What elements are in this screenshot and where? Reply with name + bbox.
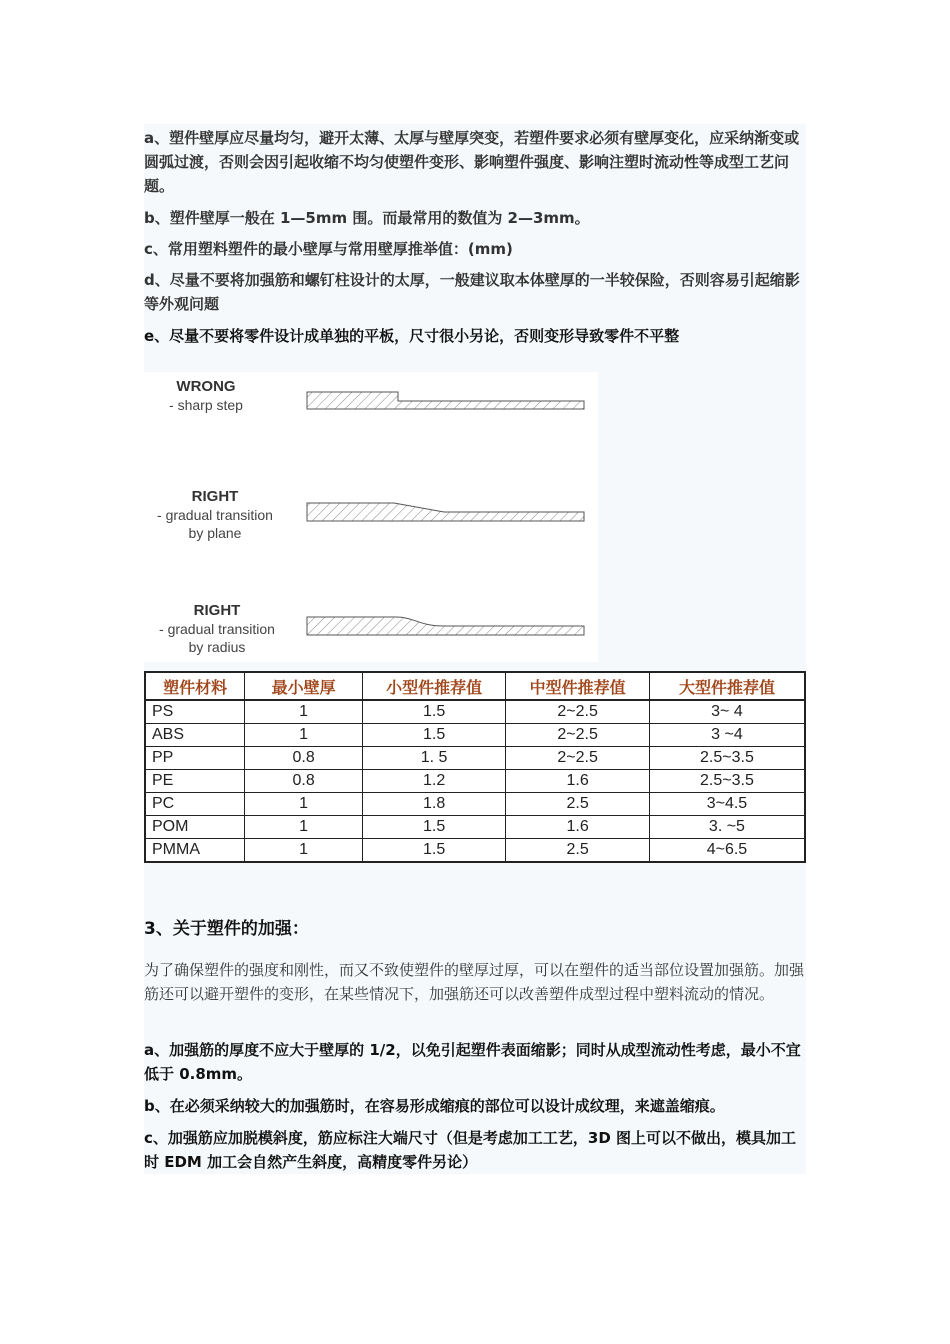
section-3-heading: 3、关于塑件的加强： <box>144 919 309 939</box>
header-medium-part: 中型件推荐值 <box>506 672 650 700</box>
cell-large: 4~6.5 <box>649 839 805 863</box>
sharp-step-profile <box>307 392 584 409</box>
para-d: d、尽量不要将加强筋和螺钉柱设计的太厚，一般建议取本体壁厚的一半较保险，否则容易引起缩影等外观问题 <box>144 271 800 313</box>
cell-min: 1 <box>245 700 363 724</box>
table-row <box>145 724 805 747</box>
cell-min: 1 <box>245 839 363 863</box>
cell-medium: 2~2.5 <box>506 700 650 724</box>
right-plane-desc1: - gradual transition <box>157 507 273 523</box>
cell-large: 3~4.5 <box>649 793 805 816</box>
cell-small: 1.8 <box>362 793 505 816</box>
cell-min: 0.8 <box>245 770 363 793</box>
cell-medium: 2.5 <box>506 839 650 863</box>
cell-medium: 2~2.5 <box>506 724 650 747</box>
section-3-para-b: b、在必须采纳较大的加强筋时，在容易形成缩痕的部位可以设计成纹理，来遮盖缩痕。 <box>144 1097 725 1115</box>
document-content <box>144 124 806 1174</box>
cell-min: 1 <box>245 816 363 839</box>
cell-material: PMMA <box>145 839 245 863</box>
cell-small: 1.5 <box>362 816 505 839</box>
right-radius-desc1: - gradual transition <box>159 621 275 637</box>
table-row <box>145 816 805 839</box>
section-3-para-c: c、加强筋应加脱模斜度，筋应标注大端尺寸（但是考虑加工工艺，3D 图上可以不做出，模具加工时 EDM 加工会自然产生斜度，高精度零件另论） <box>144 1129 797 1171</box>
table-row <box>145 700 805 724</box>
table-header-row <box>145 672 805 700</box>
right-radius-desc2: by radius <box>188 639 246 655</box>
cell-medium: 2~2.5 <box>506 747 650 770</box>
cell-material: PP <box>145 747 245 770</box>
section-3-para-a: a、加强筋的厚度不应大于壁厚的 1/2，以免引起塑件表面缩影；同时从成型流动性考虑，最小不宜低于 0.8mm。 <box>144 1041 801 1083</box>
wall-thickness-table <box>144 671 806 863</box>
cell-material: PS <box>145 700 245 724</box>
cell-min: 1 <box>245 724 363 747</box>
wrong-desc: - sharp step <box>169 397 243 413</box>
cell-small: 1.5 <box>362 839 505 863</box>
cell-material: PE <box>145 770 245 793</box>
header-large-part: 大型件推荐值 <box>649 672 805 700</box>
para-b: b、塑件壁厚一般在 1—5mm 围。而最常用的数值为 2—3mm。 <box>144 209 590 227</box>
radius-transition-profile <box>307 617 584 635</box>
header-min-thickness: 最小壁厚 <box>245 672 363 700</box>
cell-small: 1. 5 <box>362 747 505 770</box>
cell-small: 1.2 <box>362 770 505 793</box>
table-row <box>145 770 805 793</box>
cell-small: 1.5 <box>362 724 505 747</box>
right-plane-title: RIGHT <box>191 488 239 505</box>
cell-material: POM <box>145 816 245 839</box>
para-c: c、常用塑料塑件的最小壁厚与常用壁厚推举值：(mm) <box>144 240 513 258</box>
cell-large: 3~ 4 <box>649 700 805 724</box>
header-small-part: 小型件推荐值 <box>362 672 505 700</box>
table-row <box>145 793 805 816</box>
para-e: e、尽量不要将零件设计成单独的平板，尺寸很小另论，否则变形导致零件不平整 <box>144 327 680 345</box>
cell-medium: 2.5 <box>506 793 650 816</box>
right-radius-title: RIGHT <box>193 602 241 619</box>
cell-large: 3. ~5 <box>649 816 805 839</box>
cell-large: 2.5~3.5 <box>649 747 805 770</box>
plane-transition-profile <box>307 503 584 521</box>
cell-large: 2.5~3.5 <box>649 770 805 793</box>
section-3-intro: 为了确保塑件的强度和刚性，而又不致使塑件的壁厚过厚，可以在塑件的适当部位设置加强筋。加强筋还可以避开塑件的变形，在某些情况下，加强筋还可以改善塑件成型过程中塑料流动的情况。 <box>144 961 805 1003</box>
cell-material: ABS <box>145 724 245 747</box>
cell-min: 1 <box>245 793 363 816</box>
cell-material: PC <box>145 793 245 816</box>
cell-small: 1.5 <box>362 700 505 724</box>
profile-drawings <box>144 372 598 662</box>
cell-large: 3 ~4 <box>649 724 805 747</box>
cell-medium: 1.6 <box>506 770 650 793</box>
cell-min: 0.8 <box>245 747 363 770</box>
wrong-title: WRONG <box>176 378 236 395</box>
header-material: 塑件材料 <box>145 672 245 700</box>
para-a: a、塑件壁厚应尽量均匀，避开太薄、太厚与壁厚突变，若塑件要求必须有壁厚变化，应采纳渐变或圆弧过渡，否则会因引起收缩不均匀使塑件变形、影响塑件强度、影响注塑时流动性等成型工艺问题。 <box>144 129 800 195</box>
table-row <box>145 747 805 770</box>
table-row <box>145 839 805 863</box>
wall-thickness-diagram <box>144 372 598 662</box>
cell-medium: 1.6 <box>506 816 650 839</box>
right-plane-desc2: by plane <box>188 525 242 541</box>
